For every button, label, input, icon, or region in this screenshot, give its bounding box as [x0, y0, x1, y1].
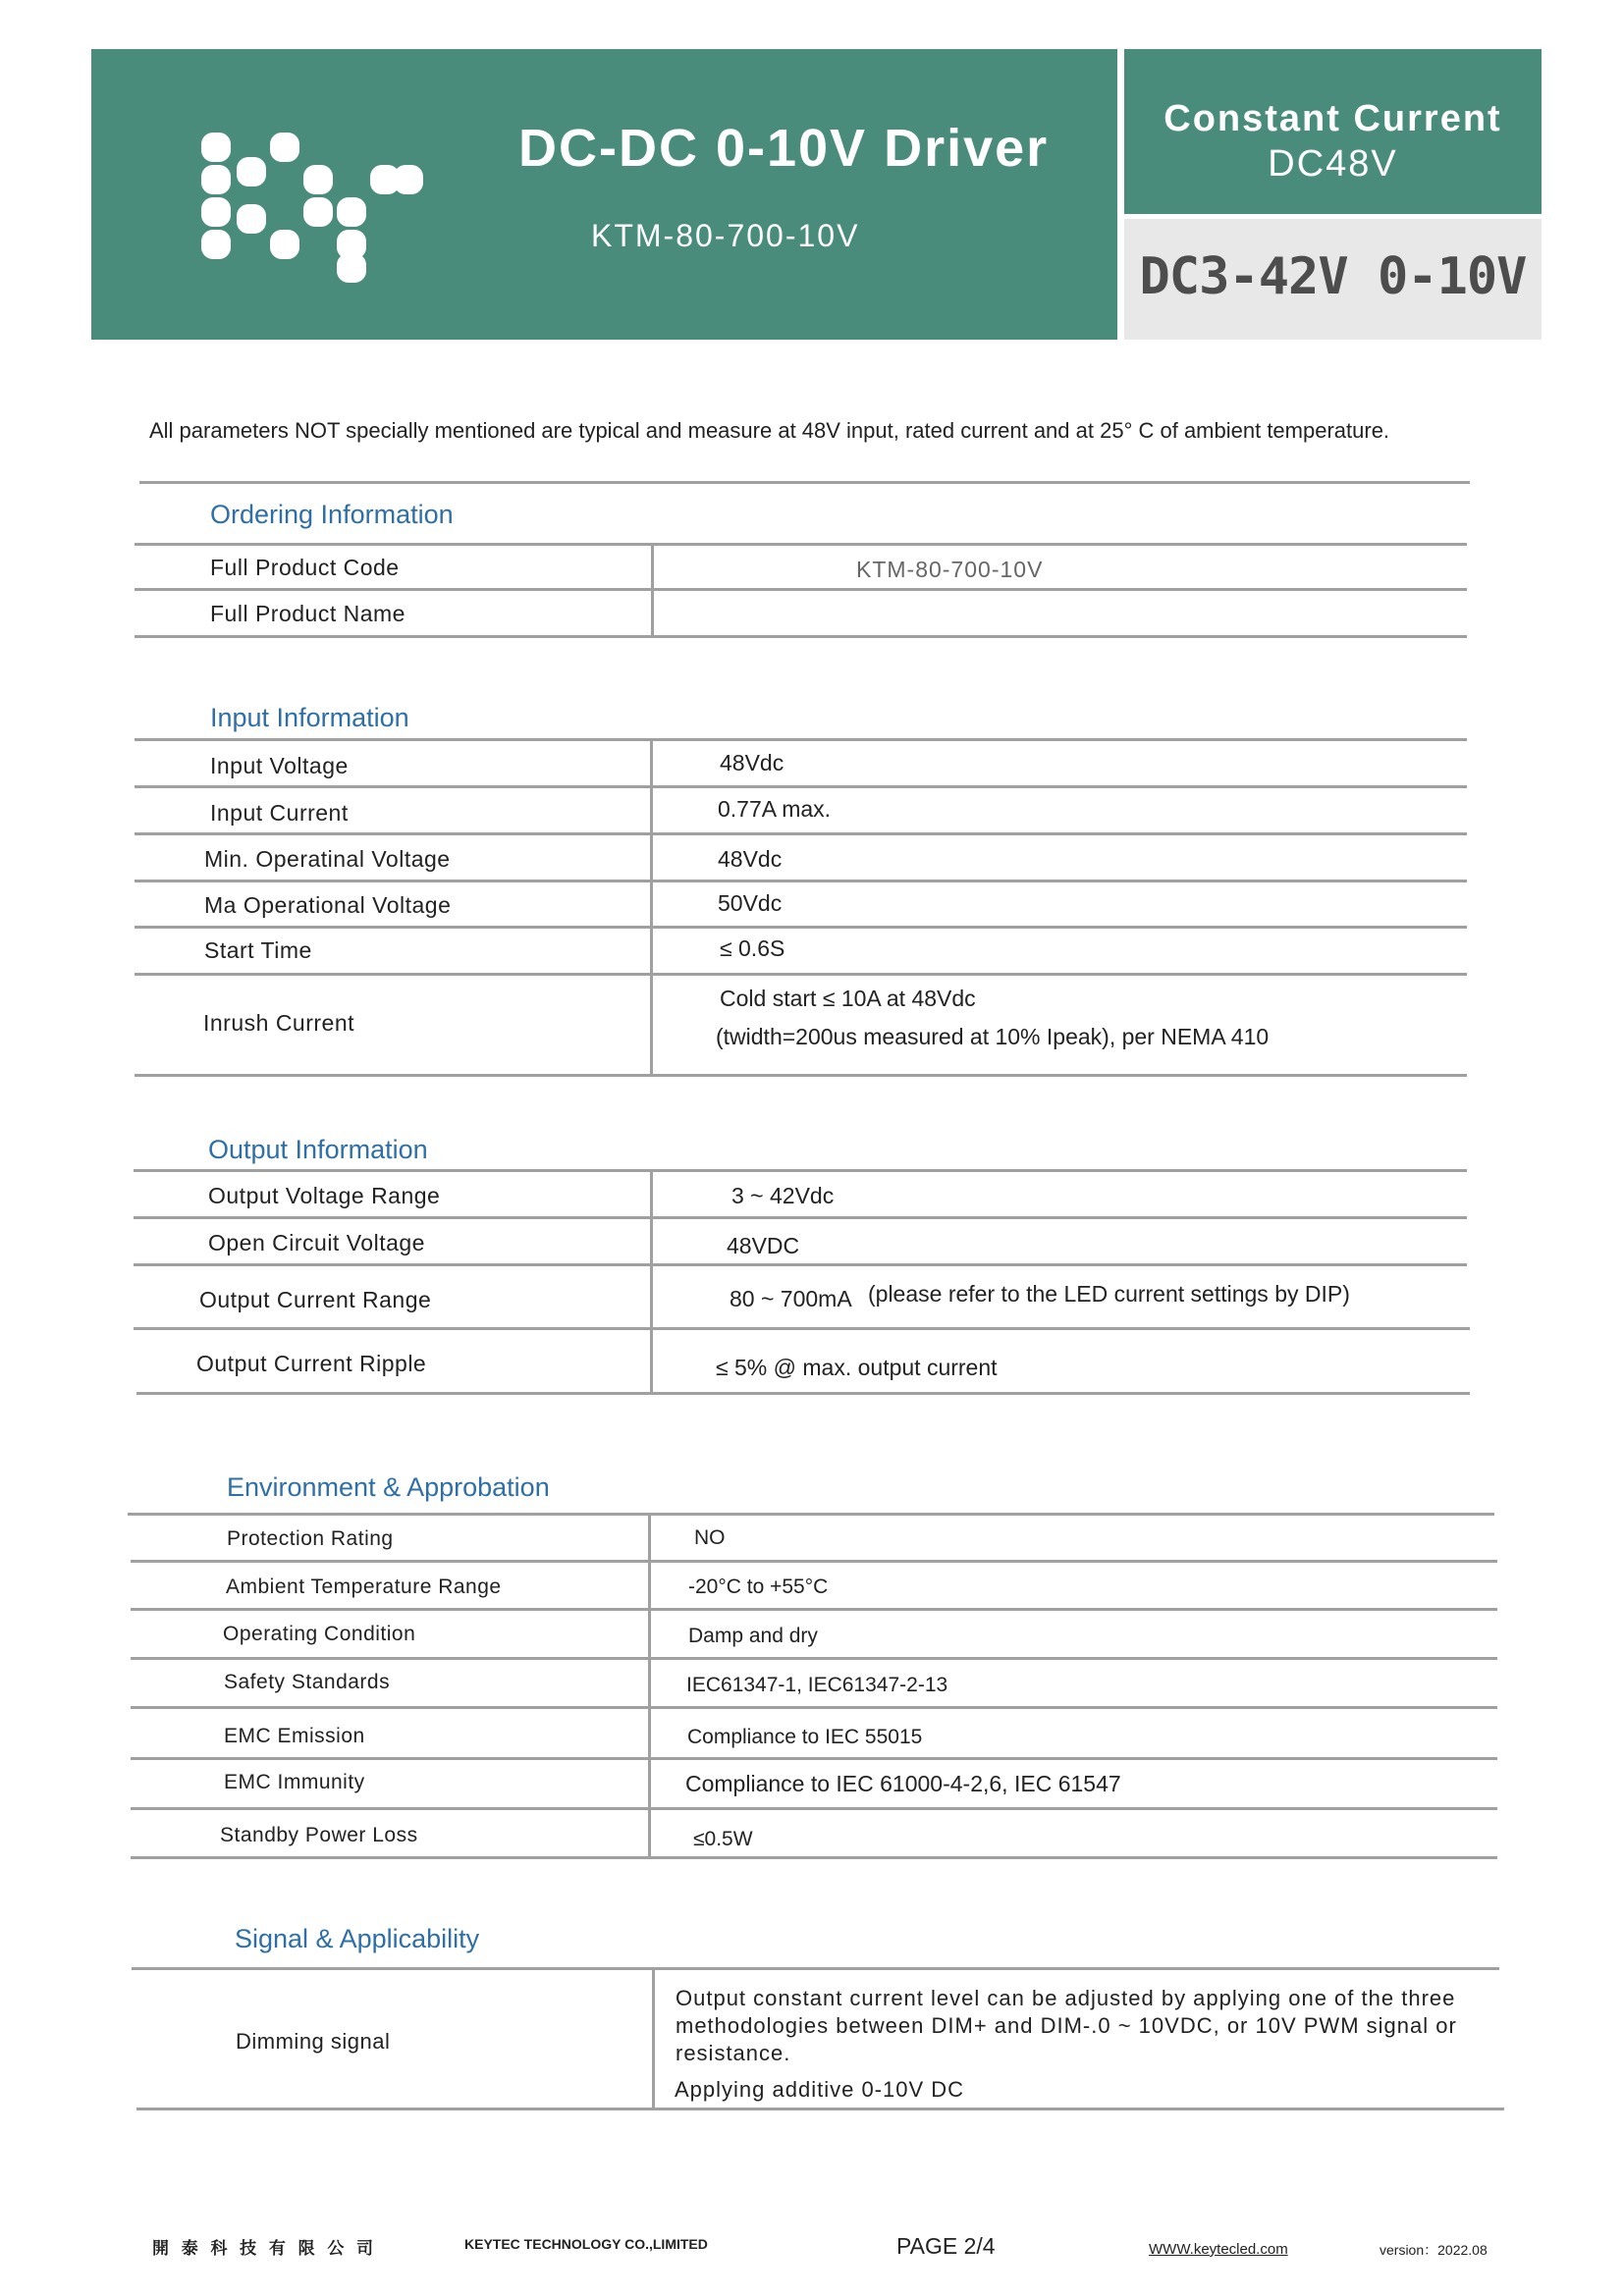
section-title-input: Input Information: [210, 703, 409, 732]
divider: [134, 1327, 1470, 1330]
divider: [128, 1513, 1494, 1516]
row-value: ≤ 5% @ max. output current: [716, 1355, 998, 1380]
divider: [131, 1757, 1497, 1760]
row-label: Open Circuit Voltage: [208, 1230, 425, 1255]
column-divider: [652, 1967, 655, 2108]
row-label: Min. Operatinal Voltage: [204, 846, 451, 872]
divider: [135, 1074, 1467, 1077]
column-divider: [651, 543, 654, 635]
row-label: Operating Condition: [223, 1623, 416, 1645]
row-label: Output Current Ripple: [196, 1351, 427, 1376]
row-label: Inrush Current: [203, 1010, 355, 1036]
divider: [136, 2108, 1504, 2110]
section-title-ordering: Ordering Information: [210, 500, 454, 529]
row-value: 50Vdc: [718, 890, 783, 916]
row-value: 48Vdc: [720, 750, 784, 775]
row-value-detail: Applying additive 0-10V DC: [675, 2077, 965, 2102]
row-label: Dimming signal: [236, 2029, 391, 2054]
divider: [135, 543, 1467, 546]
column-divider: [650, 738, 653, 1074]
divider: [136, 1392, 1470, 1395]
driver-type: Constant Current: [1163, 98, 1502, 139]
row-value: ≤0.5W: [693, 1828, 753, 1850]
row-label: Output Voltage Range: [208, 1183, 441, 1208]
row-value: KTM-80-700-10V: [856, 557, 1044, 582]
divider: [135, 926, 1467, 929]
divider: [135, 635, 1467, 638]
row-value: 3 ~ 42Vdc: [731, 1183, 835, 1208]
row-value: 48Vdc: [718, 846, 783, 872]
row-value: Compliance to IEC 55015: [687, 1726, 923, 1748]
row-label: Output Current Range: [199, 1287, 432, 1312]
page-number: PAGE 2/4: [896, 2233, 996, 2259]
divider: [134, 1169, 1467, 1172]
row-label: Standby Power Loss: [220, 1824, 418, 1846]
product-title: DC-DC 0-10V Driver: [518, 119, 1050, 178]
section-title-output: Output Information: [208, 1135, 428, 1164]
row-value: IEC61347-1, IEC61347-2-13: [686, 1674, 948, 1696]
row-value: 48VDC: [727, 1233, 800, 1258]
divider: [135, 588, 1467, 591]
row-label: Protection Rating: [227, 1527, 394, 1550]
section-title-environment: Environment & Approbation: [227, 1472, 550, 1502]
version: version：2022.08: [1380, 2242, 1488, 2258]
row-label: Input Voltage: [210, 753, 349, 778]
row-label: Full Product Code: [210, 555, 400, 580]
company-name-cn: 開 泰 科 技 有 限 公 司: [152, 2239, 378, 2258]
row-label: Safety Standards: [224, 1671, 391, 1693]
row-value: 0.77A max.: [718, 796, 832, 822]
divider: [132, 1967, 1499, 1970]
divider: [135, 785, 1467, 788]
divider: [131, 1608, 1497, 1611]
section-title-signal: Signal & Applicability: [235, 1924, 480, 1953]
row-label: Ambient Temperature Range: [226, 1575, 502, 1598]
divider: [135, 832, 1467, 835]
divider: [131, 1807, 1497, 1810]
divider: [131, 1856, 1497, 1859]
range-badge: DC3-42V 0-10V: [1139, 247, 1527, 306]
row-value: Damp and dry: [688, 1625, 818, 1647]
row-value-detail: (twidth=200us measured at 10% Ipeak), per NEMA 410: [716, 1024, 1270, 1049]
row-label: EMC Emission: [224, 1725, 365, 1747]
row-value: Output constant current level can be adjusted by applying one of the three methodologies between DIM+ and DIM-.0 ~ 10VDC, or 10V PWM signal or resistance.: [676, 1986, 1457, 2065]
divider: [134, 1263, 1467, 1266]
divider: [135, 880, 1467, 882]
divider: [139, 481, 1470, 484]
row-value: -20°C to +55°C: [688, 1575, 829, 1598]
row-label: EMC Immunity: [224, 1771, 365, 1793]
row-value: ≤ 0.6S: [720, 935, 785, 961]
row-value-note: (please refer to the LED current settings by DIP): [868, 1281, 1350, 1307]
divider: [131, 1560, 1497, 1563]
parameters-note: All parameters NOT specially mentioned are typical and measure at 48V input, rated current and at 25° C of ambient temperature.: [149, 418, 1390, 443]
website-link[interactable]: WWW.keytecled.com: [1149, 2241, 1288, 2258]
keytec-logo: [191, 128, 427, 285]
divider: [134, 1216, 1467, 1219]
row-label: Ma Operational Voltage: [204, 892, 452, 918]
row-label: Full Product Name: [210, 601, 406, 626]
column-divider: [648, 1513, 651, 1856]
row-value: 80 ~ 700mA: [730, 1286, 852, 1311]
row-label: Start Time: [204, 937, 312, 963]
divider: [135, 738, 1467, 741]
divider: [131, 1657, 1497, 1660]
row-value: Compliance to IEC 61000-4-2,6, IEC 61547: [685, 1771, 1121, 1796]
divider: [135, 973, 1467, 976]
row-value: Cold start ≤ 10A at 48Vdc: [720, 986, 976, 1011]
divider: [131, 1706, 1497, 1709]
column-divider: [650, 1169, 653, 1392]
row-value: NO: [694, 1526, 726, 1549]
row-label: Input Current: [210, 800, 349, 826]
company-name-en: KEYTEC TECHNOLOGY CO.,LIMITED: [464, 2236, 708, 2252]
product-model: KTM-80-700-10V: [591, 218, 860, 253]
driver-input: DC48V: [1268, 143, 1398, 185]
